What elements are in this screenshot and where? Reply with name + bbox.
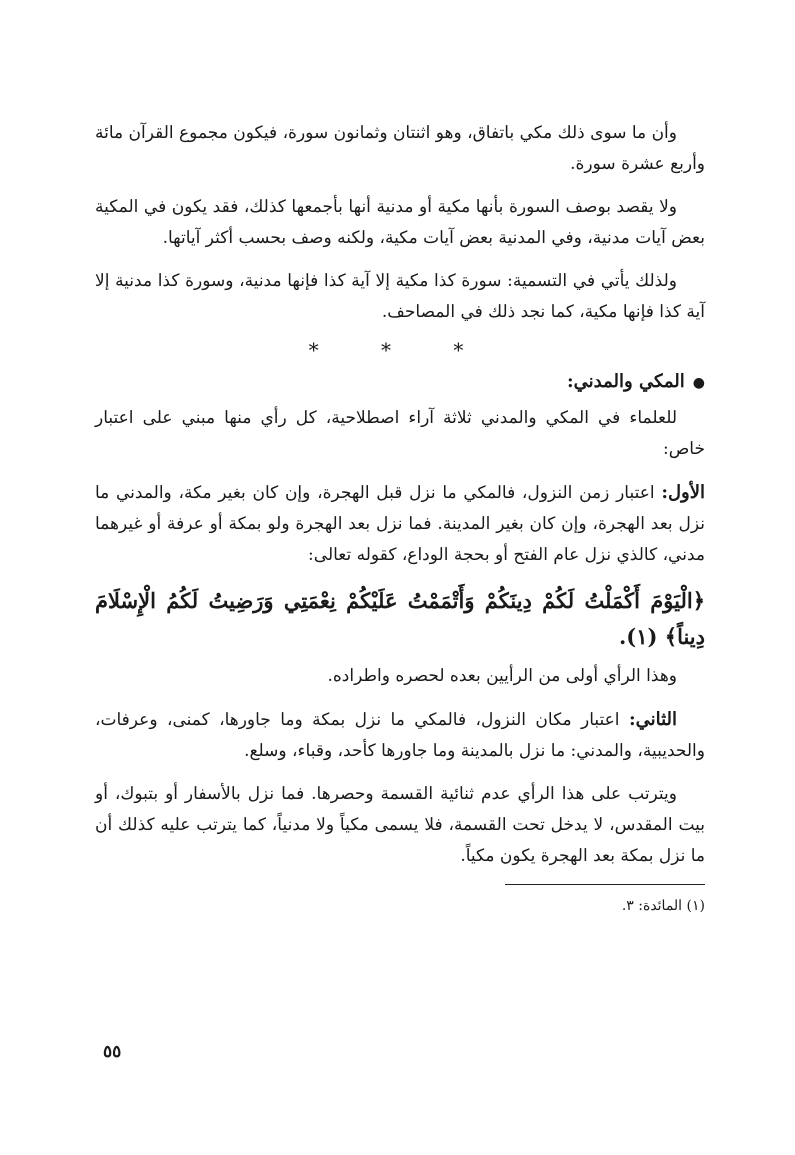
second-opinion-label: الثاني:	[628, 709, 678, 730]
after-verse-paragraph: وهذا الرأي أولى من الرأيين بعده لحصره واطراده.	[327, 666, 677, 686]
section-separator: * * *	[308, 338, 492, 362]
footnote: (١) المائدة: ٣.	[621, 898, 705, 914]
second-opinion-text: اعتبار مكان النزول، فالمكي ما نزل بمكة وما جاورها، كمنى، وعرفات، والحديبية، والمدني: ما نزل بالمدينة وما جاورها كأحد، وقباء، وسلع.	[95, 710, 705, 761]
bullet-icon: ●	[692, 375, 705, 391]
paragraph-2: ولا يقصد بوصف السورة بأنها مكية أو مدنية أنها بأجمعها كذلك، فقد يكون في المكية بعض آيات مدنية، وفي المدنية بعض آيات مكية، ولكنه وصف بحسب أكثر آياتها.	[95, 197, 705, 248]
section-title: المكي والمدني:	[566, 371, 685, 392]
section-intro: للعلماء في المكي والمدني ثلاثة آراء اصطلاحية، كل رأي منها مبني على اعتبار خاص:	[95, 408, 705, 459]
section-heading	[95, 366, 705, 399]
page-body	[95, 118, 705, 917]
second-opinion	[95, 704, 705, 767]
first-opinion-label: الأول:	[661, 482, 706, 503]
quran-verse: ﴿الْيَوْمَ أَكْمَلْتُ لَكُمْ دِينَكُمْ وَأَتْمَمْتُ عَلَيْكُمْ نِعْمَتِي وَرَضِيتُ لَكُمُ الْإِسْلَامَ دِيناً﴾ (١).	[95, 588, 705, 649]
first-opinion	[95, 477, 705, 571]
paragraph-3: ولذلك يأتي في التسمية: سورة كذا مكية إلا آية كذا فإنها مدنية، وسورة كذا مدنية إلا آية كذا فإنها مكية، كما نجد ذلك في المصاحف.	[95, 271, 705, 322]
consequence-paragraph: ويترتب على هذا الرأي عدم ثنائية القسمة وحصرها. فما نزل بالأسفار أو بتبوك، أو بيت المقدس، لا يدخل تحت القسمة، فلا يسمى مكياً ولا مدنياً، كما يترتب عليه كذلك أن ما نزل بمكة بعد الهجرة يكون مكياً.	[95, 784, 705, 866]
page-number: ٥٥	[103, 1042, 122, 1062]
first-opinion-text: اعتبار زمن النزول، فالمكي ما نزل قبل الهجرة، وإن كان بغير مكة، والمدني ما نزل بعد الهجرة، وإن كان بغير المدينة. فما نزل بعد الهجرة ولو بمكة أو عرفة أو غيرهما مدني، كالذي نزل عام الفتح أو بحجة الوداع، كقوله تعالى:	[95, 483, 705, 565]
paragraph-1: وأن ما سوى ذلك مكي باتفاق، وهو اثنتان وثمانون سورة، فيكون مجموع القرآن مائة وأربع عشرة سورة.	[94, 123, 705, 174]
footnote-divider	[505, 884, 705, 885]
